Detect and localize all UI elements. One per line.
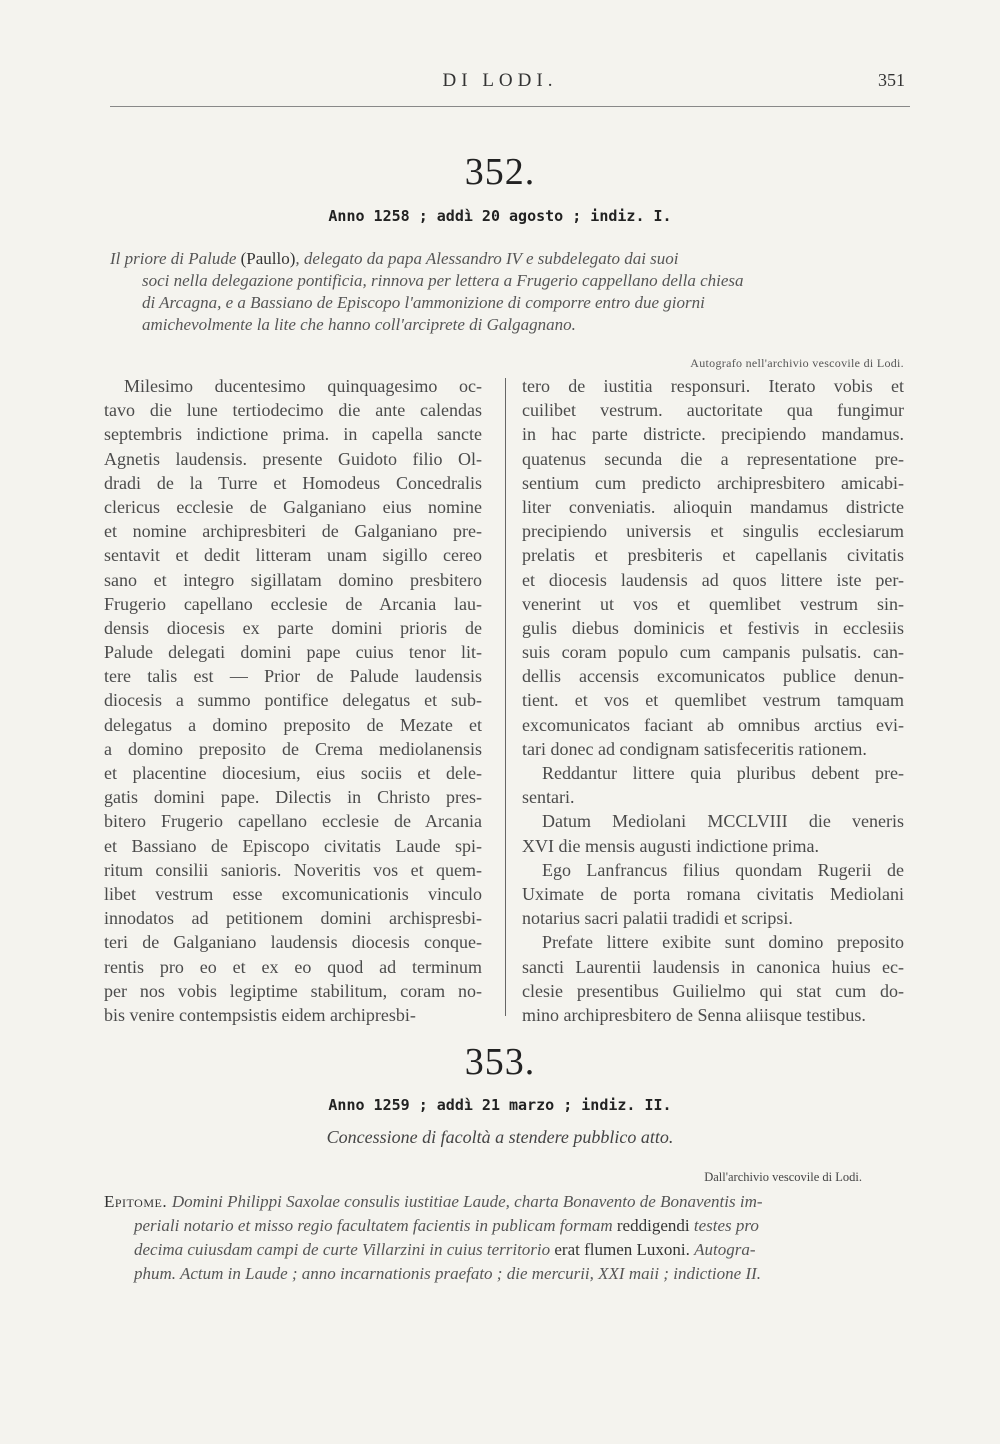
regest-text: (Paullo) (240, 249, 296, 268)
text-line: Agnetis laudensis. presente Guidoto filio Ol- (104, 448, 482, 469)
text-line: clericus ecclesie de Galganiano eius nomine (104, 496, 482, 517)
text-line: ritum consilii sanioris. Noveritis vos et quem- (104, 859, 482, 880)
text-line: tari donec ad condignam satisfeceritis rationem. (522, 738, 867, 759)
epitome-text: Autogra- (694, 1240, 756, 1259)
text-line: tient. et vos et quemlibet vestrum tamquam (522, 690, 904, 711)
text-line: Palude delegati domini pape cuius tenor lit- (104, 642, 482, 663)
text-line: venerint ut vos et quemlibet vestrum sin- (522, 593, 904, 614)
text-column-right (522, 374, 904, 1027)
text-line: rentis pro eo et ex eo quod ad terminum (104, 956, 482, 977)
document-date-353: Anno 1259 ; addì 21 marzo ; indiz. II. (328, 1096, 672, 1114)
text-line: precipiendo universis et singulis ecclesiarum (522, 521, 904, 542)
text-line: in hac parte districte. precipiendo mandamus. (522, 424, 904, 445)
column-divider (505, 378, 506, 1016)
regest-line (110, 248, 905, 270)
regest-text: Il priore di Palude (110, 249, 241, 268)
source-note-352: Autografo nell'archivio vescovile di Lodi. (690, 356, 904, 370)
text-line: tero de iustitia responsuri. Iterato vobis et (522, 376, 904, 396)
document-date-352: Anno 1258 ; addì 20 agosto ; indiz. I. (328, 207, 672, 225)
regest-line (110, 270, 905, 292)
text-line: excomunicatos faciant ab omnibus arctius evi- (522, 714, 904, 735)
regest-text: , delegato da papa Alessandro IV e subdelegato dai suoi (295, 249, 679, 268)
document-title-353: Concessione di facoltà a stendere pubblico atto. (326, 1127, 674, 1147)
regest-text: soci nella delegazione pontificia, rinnova per lettera a Frugerio cappellano della chiesa (142, 271, 744, 290)
epitome-text: periali notario et misso regio facultatem facientis in publicam formam (134, 1216, 617, 1235)
text-column-left (104, 374, 482, 1027)
regest-352 (110, 248, 905, 336)
text-line: et Bassiano de Episcopo civitatis Laude spi- (104, 835, 482, 856)
text-line: sancti Laurentii laudensis in canonica huius ec- (522, 956, 904, 977)
text-line: Milesimo ducentesimo quinquagesimo oc- (124, 376, 482, 396)
epitome-line (104, 1190, 904, 1214)
text-line: notarius sacri palatii tradidi et scripsi. (522, 908, 793, 929)
regest-text: amichevolmente la lite che hanno coll'arciprete di Galgagnano. (142, 315, 576, 334)
epitome-line (104, 1238, 904, 1262)
text-line: Prefate littere exibite sunt domino preposito (542, 932, 904, 953)
text-line: sentium cum predicto archipresbitero amicabi- (522, 472, 904, 493)
text-line: per nos vobis legiptime stabilitum, coram no- (104, 980, 482, 1001)
text-line: Ego Lanfrancus filius quondam Rugerii de (542, 859, 904, 880)
text-line: bitero Frugerio capellano ecclesie de Arcania (104, 811, 482, 832)
text-line: quatenus secunda die a representatione pre- (522, 448, 904, 469)
text-line: et placentine diocesium, eius sociis et dele- (104, 763, 482, 783)
text-line: innodatos ad petitionem domini archispresbi- (104, 908, 482, 929)
epitome-line (104, 1262, 904, 1286)
text-line: Reddantur littere quia pluribus debent pre- (542, 763, 904, 783)
text-line: et nomine archipresbiteri de Galganiano pre- (104, 521, 482, 542)
source-note-353: Dall'archivio vescovile di Lodi. (704, 1170, 862, 1184)
text-line: septembris indictione prima. in capella sancte (104, 424, 482, 445)
text-line: Frugerio capellano ecclesie de Arcania lau- (104, 593, 482, 614)
epitome-353 (104, 1190, 904, 1286)
text-line: gulis diebus dominicis et festivis in ecclesiis (522, 617, 904, 638)
regest-line (110, 314, 905, 336)
text-line: sano et integro sigillatam domino presbitero (104, 569, 482, 590)
text-line: tere talis est — Prior de Palude laudensis (104, 666, 482, 687)
document-number-353: 353. (464, 1041, 536, 1083)
text-line: sentari. (522, 787, 575, 808)
header-rule (110, 106, 910, 107)
text-line: delegatus a domino preposito de Mezate et (104, 714, 482, 735)
page-number: 351 (878, 70, 905, 90)
epitome-line (104, 1214, 904, 1238)
text-line: dellis accensis excomunicatos publice denun- (522, 666, 904, 687)
text-line: suis coram populo cum campanis pulsatis. can- (522, 642, 904, 663)
text-line: XVI die mensis augusti indictione prima. (522, 835, 819, 856)
document-number-352: 352. (464, 151, 536, 193)
text-line: mino archipresbitero de Senna aliisque testibus. (522, 1004, 866, 1025)
text-line: liter conveniatis. alioquin mandamus districte (522, 496, 904, 517)
running-title: DI LODI. (442, 70, 558, 91)
text-line: bis venire contempsistis eidem archipresbi- (104, 1004, 416, 1025)
text-line: dradi de la Turre et Homodeus Concedralis (104, 472, 482, 493)
epitome-text: testes pro (693, 1216, 759, 1235)
running-head (0, 70, 1000, 100)
epitome-text: erat flumen Luxoni. (554, 1240, 695, 1259)
text-line: prelatis et presbiteris et capellanis civitatis (522, 545, 904, 566)
text-line: et diocesis laudensis ad quos littere iste per- (522, 569, 904, 590)
text-line: libet vestrum esse excomunicationis vinculo (104, 883, 482, 904)
text-line: sentavit et dedit litteram unam sigillo cereo (104, 545, 482, 566)
text-line: a domino preposito de Crema mediolanensis (104, 738, 482, 759)
epitome-text: phum. Actum in Laude ; anno incarnationis praefato ; die mercurii, XXI maii ; indictione II. (134, 1264, 762, 1283)
text-line: Uximate de porta romana civitatis Mediolani (522, 883, 904, 904)
text-line: tavo die lune tertiodecimo die ante calendas (104, 400, 482, 421)
text-line: diocesis a summo pontifice delegatus et sub- (104, 690, 482, 711)
epitome-text: reddigendi (616, 1216, 694, 1235)
text-line: cuilibet vestrum. auctoritate qua fungimur (522, 400, 904, 421)
text-line: gatis domini pape. Dilectis in Christo pres- (104, 787, 482, 808)
epitome-label: Epitome. (104, 1192, 172, 1211)
regest-line (110, 292, 905, 314)
text-line: densis diocesis ex parte domini prioris de (104, 617, 482, 638)
regest-text: di Arcagna, e a Bassiano de Episcopo l'ammonizione di comporre entro due giorni (142, 293, 705, 312)
text-line: teri de Galganiano laudensis diocesis conque- (104, 932, 482, 953)
text-line: Datum Mediolani MCCLVIII die veneris (542, 811, 904, 832)
epitome-text: decima cuiusdam campi de curte Villarzini in cuius territorio (134, 1240, 555, 1259)
epitome-text: Domini Philippi Saxolae consulis iustitiae Laude, charta Bonavento de Bonaventis im- (171, 1192, 763, 1211)
text-line: clesie presentibus Guilielmo qui stat cum do- (522, 980, 904, 1001)
